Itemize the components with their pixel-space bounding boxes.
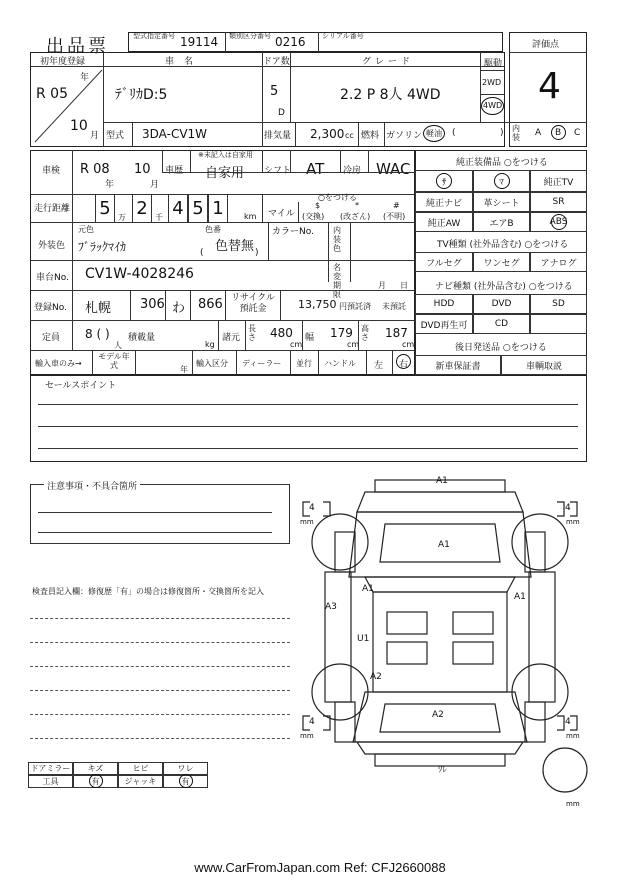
car-name: ﾃﾞﾘｶD:5: [115, 87, 168, 103]
legend-cell: ジャッキ: [118, 775, 163, 788]
tire-tread-fr: 4: [565, 503, 571, 513]
mileage-digit: 5: [188, 194, 208, 222]
drive-2wd: 2WD: [482, 78, 502, 87]
doors-label: ドア数: [263, 57, 290, 67]
reg-kana: わ: [172, 301, 186, 316]
equipment-item: ABS: [530, 212, 587, 232]
damage-mark: A1: [436, 476, 448, 486]
later-item: 新車保証書: [415, 355, 501, 375]
recycle-label: リサイクル預託金: [231, 293, 275, 314]
color-repaint: 色替無: [215, 239, 255, 254]
displacement-label: 排気量: [264, 131, 292, 141]
damage-mark: A3: [325, 602, 337, 612]
width: 179: [330, 326, 353, 340]
later-title: 後日発送品 ○をつける: [455, 343, 547, 353]
tv-option: フルセグ: [415, 252, 473, 272]
damage-mark: A1: [514, 592, 526, 602]
navi-option: CD: [473, 314, 530, 334]
car-damage-diagram: [295, 472, 595, 812]
height: 187: [385, 326, 408, 340]
color-original: ﾌﾞﾗｯｸﾏｲｶ: [78, 240, 127, 254]
mileage-label: 走行距離: [34, 204, 71, 214]
chassis-no: CV1W-4028246: [85, 266, 194, 282]
footer-ref: www.CarFromJapan.com Ref: CFJ2660088: [194, 860, 446, 875]
shaken-month: 10: [134, 162, 151, 177]
class-no-label: 類別区分番号: [229, 32, 271, 40]
shaken-year: R 08: [80, 162, 110, 177]
mileage-digit: 4: [168, 194, 188, 222]
interior-color-label: 内装色: [333, 226, 341, 253]
chassis-label: 車台No.: [36, 273, 69, 283]
legend-header: ワレ: [163, 762, 208, 775]
equipment-item: 純正TV: [530, 170, 587, 192]
legend-cell: 有: [163, 775, 208, 788]
tv-title: TV種類 (社外品含む) ○をつける: [437, 240, 569, 250]
car-name-label: 車名: [165, 57, 204, 67]
usage: 自家用: [205, 166, 245, 181]
first-reg-label: 初年度登録: [40, 57, 86, 67]
reg-number: 866: [198, 297, 223, 312]
capacity-label: 定員: [42, 333, 61, 343]
type-no-label: 型式指定番号: [133, 32, 175, 40]
damage-mark: A1: [438, 540, 450, 550]
notes-bracket: [30, 484, 290, 544]
tire-tread-fl: 4: [309, 503, 315, 513]
grade: 2.2 P 8人 4WD: [340, 87, 441, 103]
notes-label: 注意事項・不具合箇所: [44, 479, 140, 492]
equipment-item: 革シート: [473, 192, 530, 212]
legend-header: ヒビ: [118, 762, 163, 775]
fuel-diesel: 軽油: [426, 129, 442, 138]
reg-class: 306: [140, 297, 165, 312]
interior-label: 内装: [512, 124, 520, 142]
score-label: 評価点: [532, 40, 560, 50]
equipment-title: 純正装備品 ○をつける: [456, 158, 548, 168]
mileage-digit: 5: [95, 194, 115, 222]
first-reg-month: 10: [70, 118, 88, 134]
legend-cell: 有: [73, 775, 118, 788]
legend-header: ドアミラー: [28, 762, 73, 775]
mileage-check-hint: ○をつける: [318, 193, 357, 202]
class-no: 0216: [275, 35, 306, 49]
navi-option: DVD再生可: [415, 314, 473, 334]
import-label: 輸入車のみ→: [35, 359, 82, 368]
shift-label: シフト: [264, 166, 292, 176]
name-change-label: 名変期限: [333, 263, 341, 299]
drive-4wd: 4WD: [483, 101, 503, 110]
ac: WAC: [376, 160, 411, 178]
mileage-digit: 2: [132, 194, 152, 222]
tv-option: ワンセグ: [473, 252, 530, 272]
color-no-label: カラーNo.: [272, 227, 314, 237]
length: 480: [270, 326, 293, 340]
shaken-label: 車検: [42, 166, 61, 176]
mileage-digit: 1: [208, 194, 228, 222]
damage-mark: ﾜﾚ: [438, 765, 448, 775]
inspector-label: 検査員記入欄：修復歴「有」の場合は修復箇所・交換箇所を記入: [32, 587, 264, 596]
equipment-item: エアB: [473, 212, 530, 232]
color-label: 外装色: [38, 241, 66, 251]
navi-option: [530, 314, 587, 334]
legend-cell: 工具: [28, 775, 73, 788]
reg-region: 札幌: [85, 301, 112, 316]
navi-option: HDD: [415, 294, 473, 314]
tire-tread-rr: 4: [565, 717, 571, 727]
fuel-gas: ガソリン: [386, 131, 423, 141]
usage-label: 車歴: [165, 166, 184, 176]
model: 3DA-CV1W: [142, 127, 208, 141]
navi-option: SD: [530, 294, 587, 314]
recycle-amount: 13,750: [298, 298, 337, 311]
ac-label: 冷房: [343, 166, 362, 176]
equipment-item: 純正AW: [415, 212, 473, 232]
damage-mark: A2: [432, 710, 444, 720]
capacity: 8 ( ): [85, 327, 110, 341]
drive-label: 駆動: [484, 59, 503, 69]
equipment-item: ﾏ: [473, 170, 530, 192]
sales-point-label: セールスポイント: [45, 381, 117, 391]
later-item: 車輌取説: [501, 355, 587, 375]
navi-option: DVD: [473, 294, 530, 314]
legend-header: キズ: [73, 762, 118, 775]
tire-tread-rl: 4: [309, 717, 315, 727]
usage-note: ※未記入は自家用: [198, 151, 253, 159]
score-value: 4: [538, 66, 561, 107]
registration-label: 登録No.: [34, 303, 67, 313]
first-reg-year: R 05: [36, 86, 68, 102]
displacement: 2,300: [310, 127, 345, 141]
page-title: 出品票: [46, 36, 109, 57]
tv-option: アナログ: [530, 252, 587, 272]
fuel-label: 燃料: [361, 131, 380, 141]
doors: 5: [270, 84, 279, 99]
damage-mark: U1: [357, 634, 370, 644]
model-label: 型式: [106, 131, 125, 141]
equipment-item: 純正ナビ: [415, 192, 473, 212]
equipment-item: SR: [530, 192, 587, 212]
damage-mark: A1: [362, 584, 374, 594]
shift: AT: [306, 160, 325, 178]
grade-label: グレード: [362, 57, 415, 67]
navi-title: ナビ種類 (社外品含む) ○をつける: [435, 282, 573, 292]
equipment-item: ｻ: [415, 170, 473, 192]
damage-mark: A2: [370, 672, 382, 682]
type-no: 19114: [180, 35, 219, 49]
serial-label: シリアル番号: [322, 32, 364, 40]
